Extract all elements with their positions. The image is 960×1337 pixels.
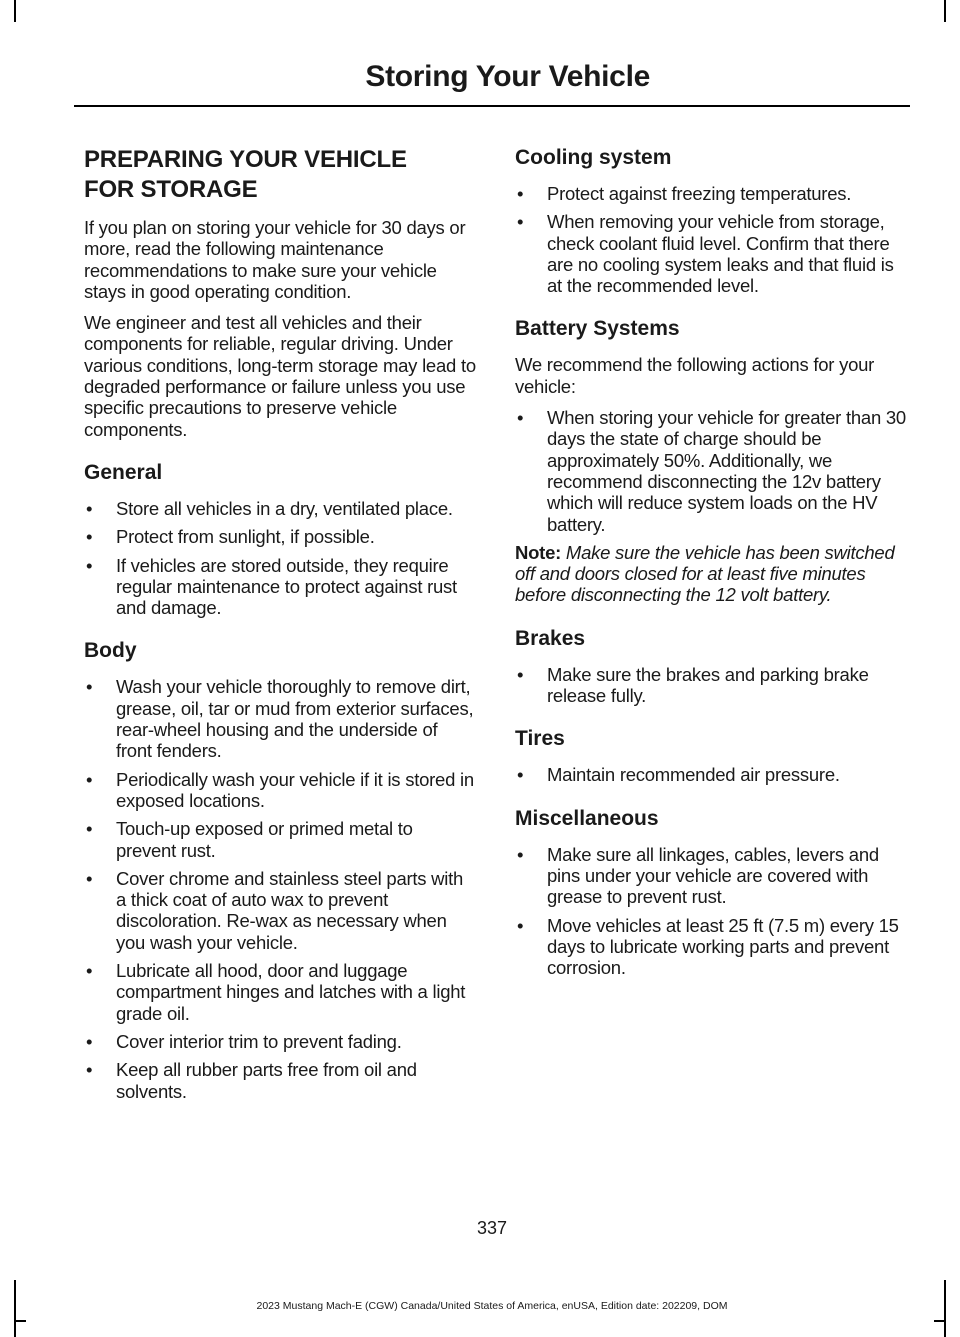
list-item: • Maintain recommended air pressure. [517, 764, 840, 786]
tires-heading: Tires [515, 727, 565, 751]
list-item: • When storing your vehicle for greater than 30 days the state of charge should be approximately 50%. Additionally, we recommend disconnecting the 12v battery which will reduce system loads on the HV battery. [517, 407, 906, 535]
bullet: • [517, 183, 524, 204]
list-item: • Move vehicles at least 25 ft (7.5 m) every 15 days to lubricate working parts and prevent corrosion. [517, 914, 899, 979]
list-item: • When removing your vehicle from storage, check coolant fluid level. Confirm that there are no cooling system leaks and that fluid is at the recommended level. [517, 211, 894, 297]
tires-list [515, 764, 910, 785]
page-footer: 2023 Mustang Mach-E (CGW) Canada/United States of America, enUSA, Edition date: 202209, DOM [256, 1300, 728, 1312]
bullet: • [86, 818, 93, 840]
bullet: • [517, 663, 524, 685]
bullet: • [517, 211, 524, 233]
crop-mark-bottom-left-foot [14, 1320, 26, 1322]
bullet: • [86, 768, 93, 790]
list-item: • If vehicles are stored outside, they require regular maintenance to protect against rust and damage. [86, 554, 457, 619]
brakes-heading: Brakes [515, 626, 586, 650]
list-item: • Lubricate all hood, door and luggage compartment hinges and latches with a light grade oil. [86, 960, 466, 1024]
body-heading: Body [84, 639, 137, 663]
bullet: • [86, 526, 93, 548]
list-item: • Touch-up exposed or primed metal to prevent rust. [86, 818, 413, 861]
page-header-title: Storing Your Vehicle [365, 60, 650, 93]
bullet: • [517, 843, 524, 865]
section-heading [84, 145, 476, 205]
list-item: • Store all vehicles in a dry, ventilated place. [86, 497, 453, 519]
battery-heading: Battery Systems [515, 317, 680, 341]
left-column [84, 145, 476, 1109]
bullet: • [86, 554, 93, 576]
header-divider [74, 105, 910, 107]
list-item: • Protect from sunlight, if possible. [86, 526, 375, 548]
bullet: • [517, 407, 524, 429]
misc-list [515, 844, 910, 979]
battery-list [515, 407, 910, 535]
body-list [84, 676, 476, 1101]
section-heading-line2: FOR STORAGE [84, 176, 258, 203]
list-item: • Keep all rubber parts free from oil and solvents. [86, 1059, 417, 1102]
general-list [84, 498, 476, 618]
bullet: • [86, 1030, 93, 1052]
page-number: 337 [476, 1218, 508, 1238]
bullet: • [86, 676, 93, 698]
bullet: • [86, 497, 93, 519]
note-label: Note: [515, 541, 562, 563]
list-item: • Protect against freezing temperatures. [517, 183, 852, 204]
cooling-heading: Cooling system [515, 146, 672, 169]
battery-intro: We recommend the following actions for your vehicle: [515, 354, 875, 397]
note-text: Make sure the vehicle has been switched off and doors closed for at least five minutes before disconnecting the 12 volt battery. [515, 541, 895, 606]
bullet: • [86, 960, 93, 982]
right-column [515, 145, 910, 985]
intro-paragraph: If you plan on storing your vehicle for 30 days or more, read the following maintenance recommendations to make sure your vehicle stays in good operating condition. [84, 217, 466, 302]
list-item: • Cover chrome and stainless steel parts with a thick coat of auto wax to prevent discoloration. Re-wax as necessary when you wash your vehicle. [86, 867, 464, 953]
list-item: • Cover interior trim to prevent fading. [86, 1030, 402, 1052]
misc-heading: Miscellaneous [515, 806, 659, 830]
brakes-list [515, 664, 910, 707]
bullet: • [517, 764, 524, 786]
section-heading-line1: PREPARING YOUR VEHICLE [84, 146, 407, 173]
crop-mark-top-right [944, 0, 946, 22]
list-item: • Make sure the brakes and parking brake release fully. [517, 663, 869, 707]
bullet: • [517, 914, 524, 936]
list-item: • Make sure all linkages, cables, levers and pins under your vehicle are covered with grease to prevent rust. [517, 843, 879, 908]
battery-note [515, 542, 910, 606]
crop-mark-bottom-right-foot [934, 1320, 946, 1322]
list-item: • Wash your vehicle thoroughly to remove dirt, grease, oil, tar or mud from exterior surfaces, rear-wheel housing and the underside of front fenders. [86, 676, 474, 762]
list-item: • Periodically wash your vehicle if it is stored in exposed locations. [86, 768, 474, 811]
cooling-list [515, 183, 910, 296]
crop-mark-top-left [14, 0, 16, 22]
general-heading: General [84, 460, 163, 484]
bullet: • [86, 1059, 93, 1081]
engineering-paragraph: We engineer and test all vehicles and their components for reliable, regular driving. Under various conditions, long-term storage may lead to degraded performance or failure unless you use specific precautions to preserve vehicle components. [84, 312, 476, 440]
bullet: • [86, 867, 93, 889]
